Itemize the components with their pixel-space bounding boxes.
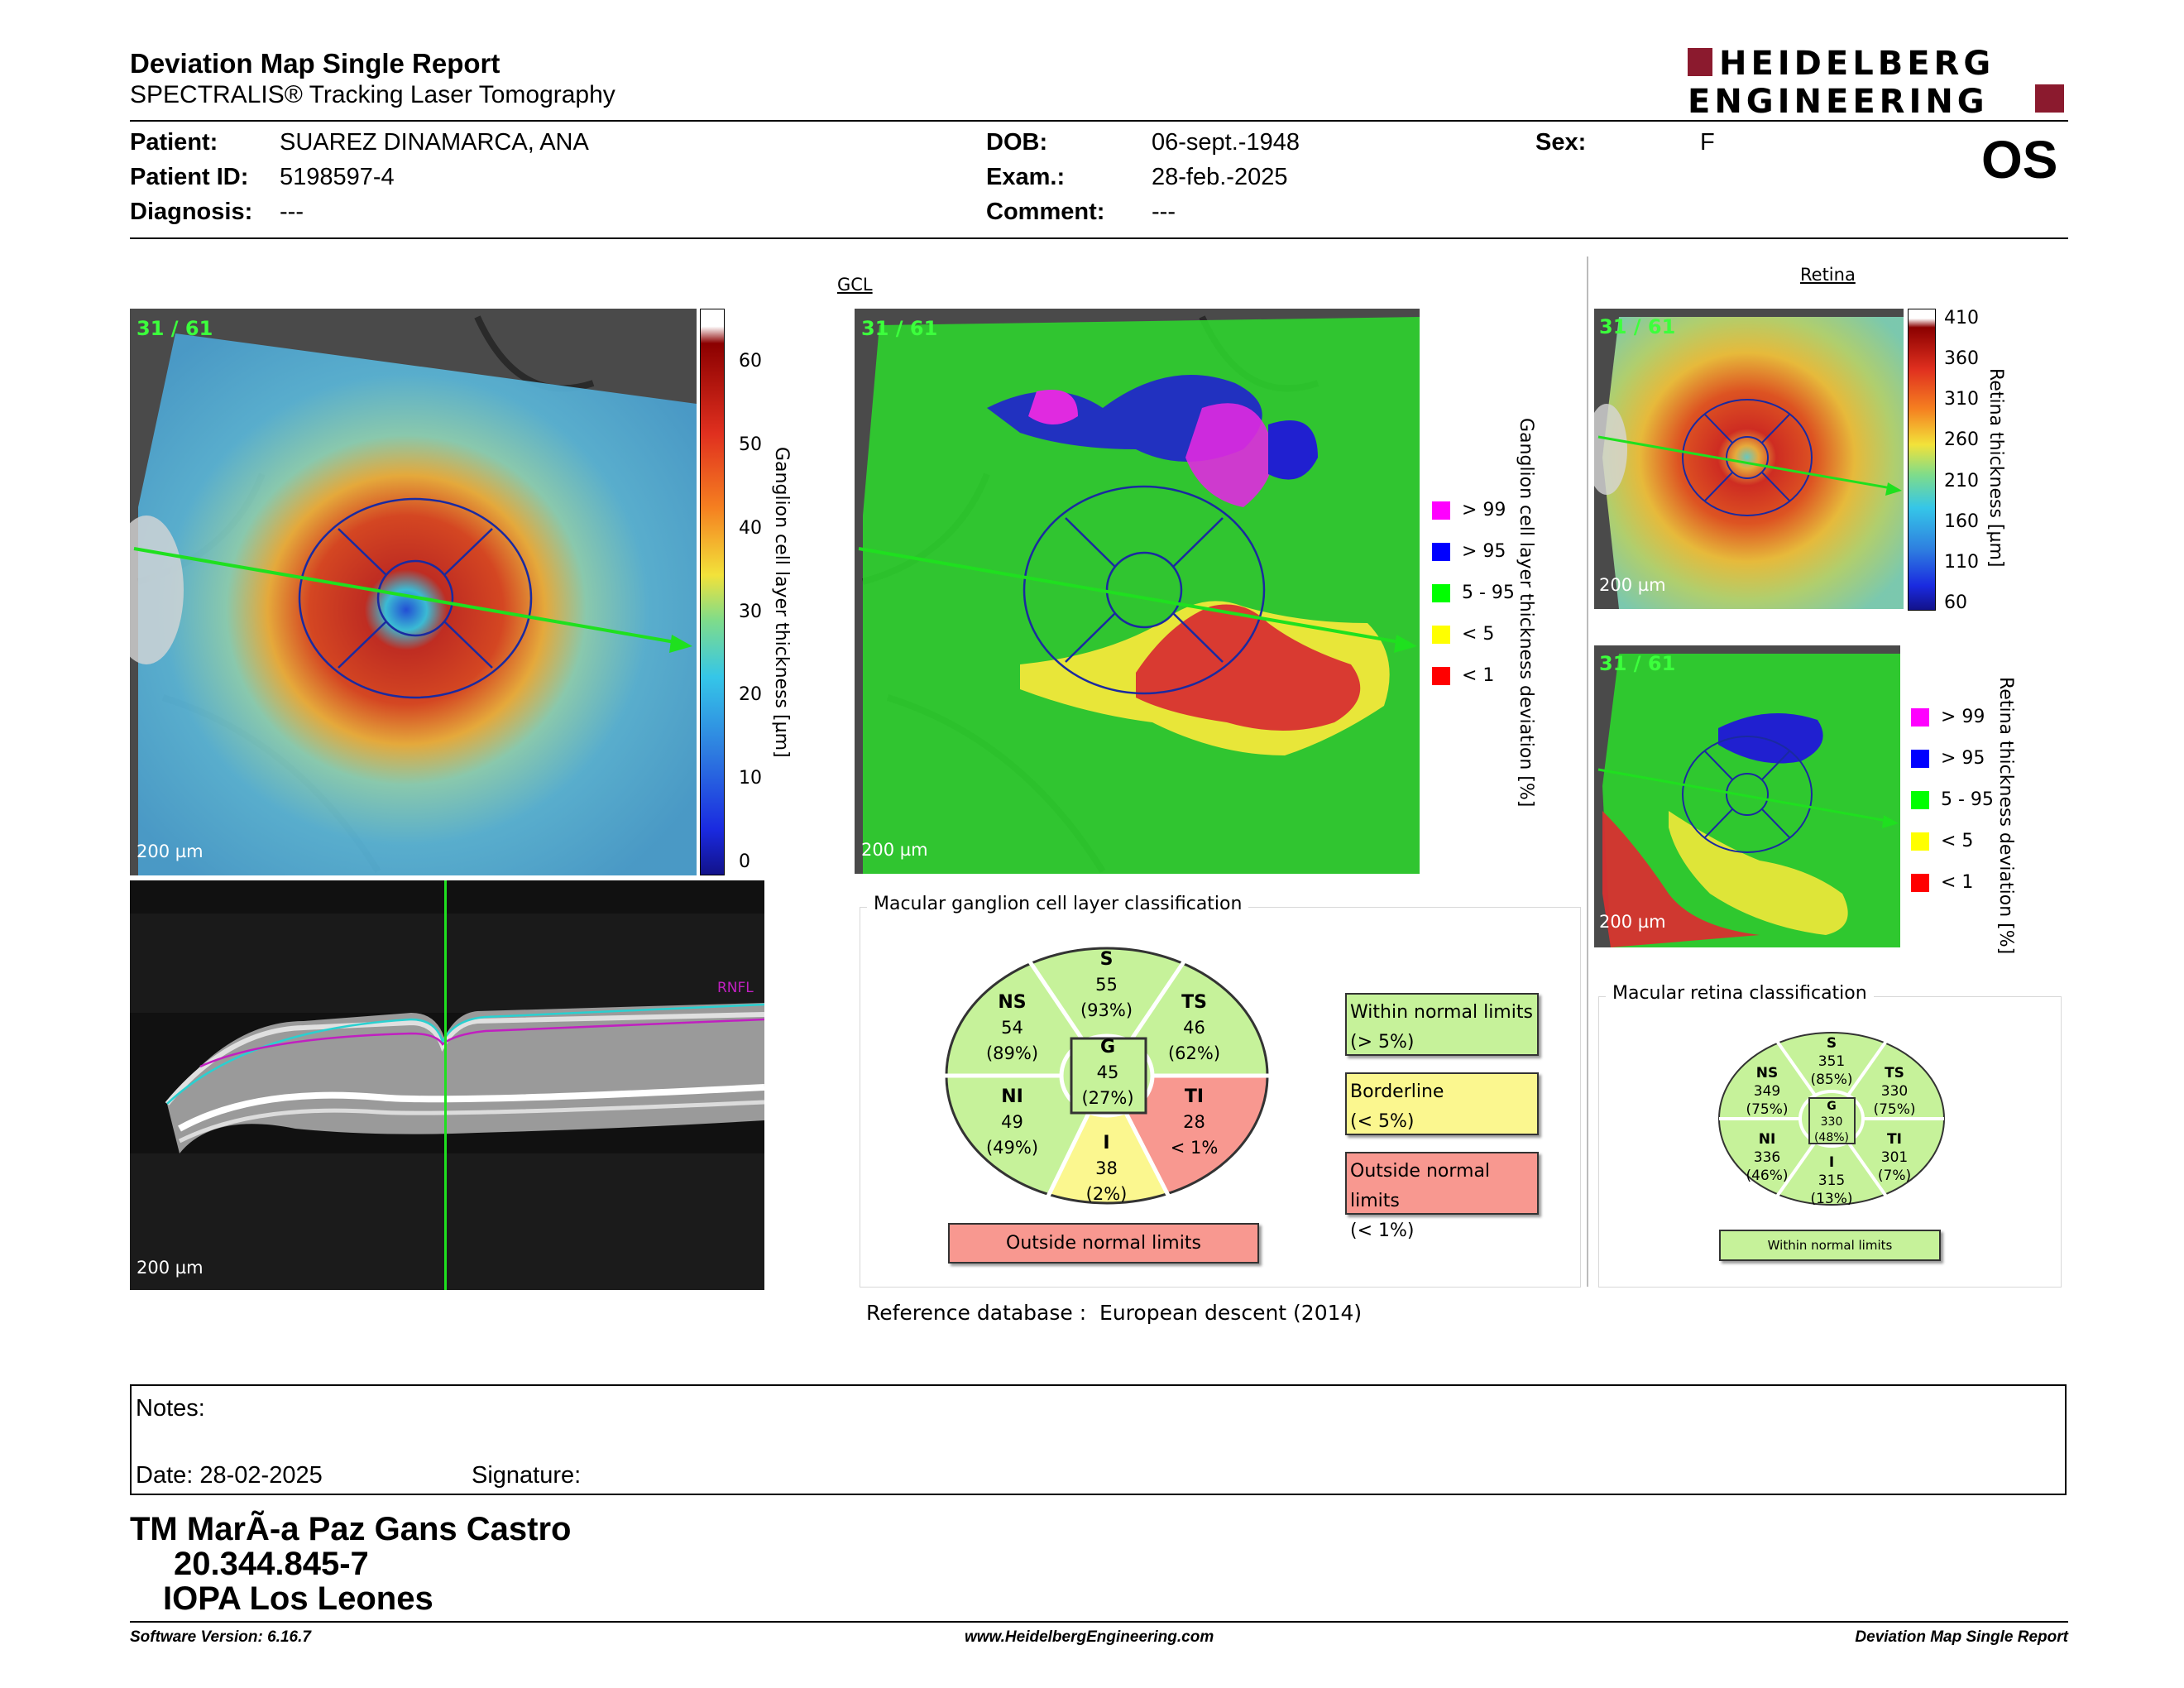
exam-label: Exam.: [986, 164, 1066, 190]
legend-label: > 95 [1462, 541, 1506, 562]
legend-swatch [1432, 626, 1450, 644]
legend-swatch [1432, 667, 1450, 685]
signature-label: Signature: [472, 1462, 582, 1489]
sector-ns: NS 54 (89%) [985, 992, 1039, 1063]
legend-swatch [1911, 791, 1929, 809]
gcl-result-badge: Outside normal limits [948, 1223, 1259, 1264]
legend-label: < 1 [1462, 665, 1495, 686]
sex-value: F [1700, 129, 1715, 156]
retina-result-badge: Within normal limits [1719, 1230, 1941, 1261]
retina-colorbar [1908, 309, 1936, 611]
notes-box [130, 1384, 2067, 1495]
legend-label: 5 - 95 [1941, 789, 1994, 810]
sector-ti: TI 28 < 1% [1170, 1086, 1219, 1158]
diagnosis-label: Diagnosis: [130, 199, 253, 225]
colorbar-tick: 60 [739, 351, 762, 372]
scan-position-line [444, 880, 447, 1290]
stamp-name: TM MarÃ-a Paz Gans Castro [130, 1511, 572, 1547]
footer-divider [130, 1621, 2068, 1623]
legend-outside-normal: Outside normal limits (< 1%) [1345, 1152, 1539, 1215]
legend-swatch [1911, 832, 1929, 851]
footer-report-name: Deviation Map Single Report [1855, 1628, 2068, 1646]
dob-value: 06-sept.-1948 [1152, 129, 1300, 156]
scan-number: 31 / 61 [1599, 652, 1676, 675]
comment-label: Comment: [986, 199, 1105, 225]
stamp-institution: IOPA Los Leones [163, 1580, 433, 1617]
dob-label: DOB: [986, 129, 1048, 156]
notes-date: Date: 28-02-2025 [136, 1462, 323, 1489]
colorbar-tick: 40 [739, 517, 762, 539]
legend-swatch [1911, 750, 1929, 768]
sector-g: G 45 (27%) [1081, 1037, 1134, 1108]
sex-label: Sex: [1535, 129, 1587, 156]
retina-section-title: Retina [1800, 265, 1856, 285]
legend-swatch [1911, 874, 1929, 892]
scan-number: 31 / 61 [861, 317, 938, 340]
reference-database: Reference database : European descent (2014) [866, 1301, 1363, 1325]
colorbar-tick: 410 [1944, 308, 1979, 328]
legend-label: < 5 [1462, 624, 1495, 645]
header-divider [130, 120, 2068, 122]
sector-i: I 38 (2%) [1085, 1133, 1128, 1204]
legend-swatch [1432, 584, 1450, 602]
footer-software-version: Software Version: 6.16.7 [130, 1628, 311, 1646]
colorbar-tick: 30 [739, 601, 762, 622]
scan-number: 31 / 61 [136, 317, 213, 340]
retina-colorbar-label: Retina thickness [µm] [1985, 368, 2006, 568]
colorbar-tick: 210 [1944, 470, 1979, 492]
scale-bar: 200 µm [1599, 912, 1666, 932]
svg-text:HEIDELBERG: HEIDELBERG [1719, 45, 1995, 83]
ret-sector-s: S 351 (85%) [1810, 1035, 1853, 1088]
patient-name: SUAREZ DINAMARCA, ANA [280, 129, 589, 156]
colorbar-tick: 310 [1944, 389, 1979, 410]
gcl-colorbar-label: Ganglion cell layer thickness [µm] [771, 447, 792, 758]
patient-divider [130, 237, 2068, 239]
patient-id-label: Patient ID: [130, 164, 249, 190]
report-subtitle: SPECTRALIS® Tracking Laser Tomography [130, 81, 615, 108]
legend-swatch [1432, 501, 1450, 520]
footer-website: www.HeidelbergEngineering.com [965, 1628, 1214, 1646]
colorbar-tick: 0 [739, 851, 750, 872]
heidelberg-logo [1688, 45, 2064, 119]
colorbar-tick: 60 [1944, 592, 1967, 613]
legend-label: > 99 [1941, 707, 1985, 727]
colorbar-tick: 360 [1944, 348, 1979, 370]
svg-text:ENGINEERING: ENGINEERING [1688, 83, 1989, 119]
sector-ts: TS 46 (62%) [1167, 992, 1221, 1063]
ret-sector-ns: NS 349 (75%) [1746, 1065, 1789, 1118]
stamp-id: 20.344.845-7 [174, 1546, 369, 1582]
sector-ni: NI 49 (49%) [985, 1086, 1039, 1158]
legend-label: > 95 [1941, 748, 1985, 769]
gcl-classification-title: Macular ganglion cell layer classification [867, 894, 1248, 914]
legend-borderline: Borderline (< 5%) [1345, 1072, 1539, 1135]
sector-s: S 55 (93%) [1080, 949, 1133, 1020]
oct-bscan [130, 880, 764, 1290]
gcl-colorbar [700, 309, 725, 875]
retina-classification-title: Macular retina classification [1606, 983, 1874, 1004]
layer-tag: RNFL [717, 980, 754, 996]
comment-value: --- [1152, 199, 1176, 225]
ret-sector-ni: NI 336 (46%) [1746, 1131, 1789, 1184]
legend-swatch [1432, 543, 1450, 561]
gcl-deviation-map [855, 309, 1420, 874]
column-divider [1587, 257, 1588, 1287]
legend-within-normal: Within normal limits (> 5%) [1345, 993, 1539, 1056]
colorbar-tick: 160 [1944, 511, 1979, 532]
ret-sector-ti: TI 301 (7%) [1877, 1131, 1912, 1184]
colorbar-tick: 10 [739, 768, 762, 789]
notes-label: Notes: [136, 1395, 205, 1422]
ret-sector-i: I 315 (13%) [1810, 1154, 1853, 1207]
diagnosis-value: --- [280, 199, 304, 225]
scan-number: 31 / 61 [1599, 315, 1676, 338]
report-title: Deviation Map Single Report [130, 48, 500, 79]
legend-label: < 5 [1941, 831, 1974, 851]
eye-side: OS [1981, 130, 2058, 189]
patient-label: Patient: [130, 129, 218, 156]
legend-label: 5 - 95 [1462, 583, 1515, 603]
scale-bar: 200 µm [861, 840, 928, 860]
colorbar-tick: 260 [1944, 429, 1979, 451]
patient-id: 5198597-4 [280, 164, 395, 190]
colorbar-tick: 110 [1944, 551, 1979, 573]
scale-bar: 200 µm [1599, 575, 1666, 595]
gcl-section-title: GCL [837, 275, 873, 295]
colorbar-tick: 20 [739, 684, 762, 706]
legend-swatch [1911, 708, 1929, 727]
scale-bar: 200 µm [136, 842, 204, 861]
exam-value: 28-feb.-2025 [1152, 164, 1288, 190]
gcl-thickness-map [130, 309, 697, 875]
retina-thickness-map [1594, 309, 1904, 609]
ret-sector-ts: TS 330 (75%) [1873, 1065, 1916, 1118]
ret-sector-g: G 330 (48%) [1813, 1100, 1850, 1144]
legend-label: < 1 [1941, 872, 1974, 893]
scale-bar: 200 µm [136, 1258, 204, 1278]
colorbar-tick: 50 [739, 434, 762, 455]
retina-deviation-map [1594, 645, 1900, 947]
gcl-deviation-axis-label: Ganglion cell layer thickness deviation [%] [1516, 418, 1536, 808]
legend-label: > 99 [1462, 500, 1506, 520]
retina-deviation-axis-label: Retina thickness deviation [%] [1995, 677, 2016, 955]
